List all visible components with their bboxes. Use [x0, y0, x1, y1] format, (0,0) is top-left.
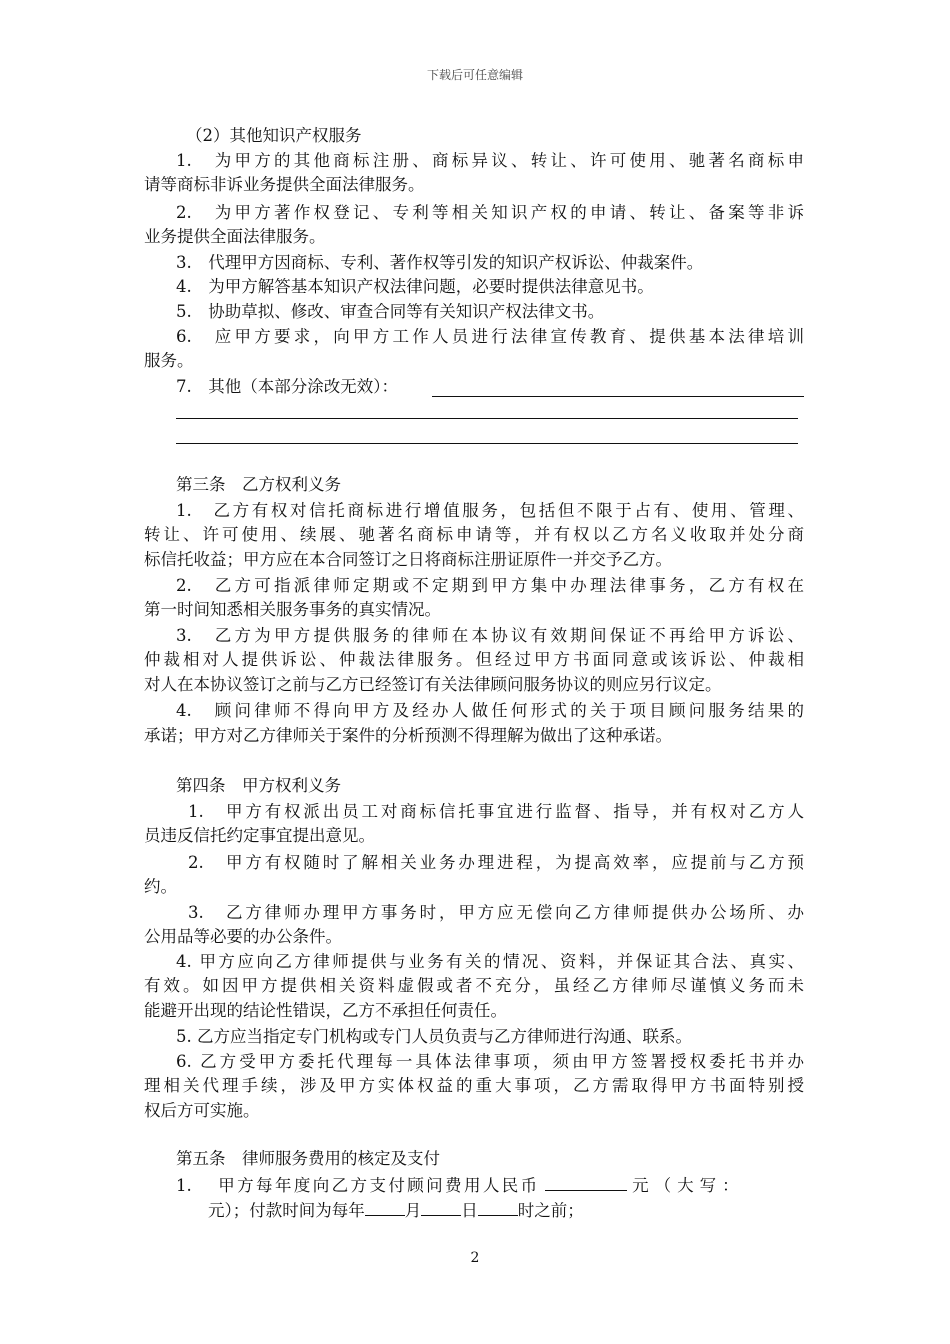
- clause-text: 能避开出现的结论性错误，乙方不承担任何责任。: [144, 1001, 507, 1020]
- fee-clause-line1: [176, 1172, 745, 1198]
- blank-fill-line: [176, 418, 798, 419]
- clause-text: 5. 协助草拟、修改、审查合同等有关知识产权法律文书。: [176, 302, 605, 321]
- clause-text: 3. 乙方律师办理甲方事务时，甲方应无偿向乙方律师提供办公场所、办: [188, 903, 804, 922]
- fee-clause-line2: [208, 1197, 584, 1223]
- clause-text: 对人在本协议签订之前与乙方已经签订有关法律顾问服务协议的则应另行议定。: [144, 675, 722, 694]
- month-blank: [365, 1197, 405, 1216]
- clause-text: 承诺；甲方对乙方律师关于案件的分析预测不得理解为做出了这种承诺。: [144, 726, 672, 745]
- clause-text: 5. 乙方应当指定专门机构或专门人员负责与乙方律师进行沟通、联系。: [176, 1027, 692, 1046]
- page-header-note: 下载后可任意编辑: [426, 68, 523, 82]
- clause-text: 1. 甲方有权派出员工对商标信托事宜进行监督、指导，并有权对乙方人: [188, 802, 804, 821]
- clause-text: 公用品等必要的办公条件。: [144, 927, 342, 946]
- blank-fill-line: [176, 443, 798, 444]
- article-title: 第三条 乙方权利义务: [176, 475, 341, 494]
- clause-text: 3. 乙方为甲方提供服务的律师在本协议有效期间保证不再给甲方诉讼、: [176, 626, 804, 645]
- article-title: 第五条 律师服务费用的核定及支付: [176, 1149, 440, 1168]
- clause-text: 3. 代理甲方因商标、专利、著作权等引发的知识产权诉讼、仲裁案件。: [176, 253, 704, 272]
- section-title: （2）其他知识产权服务: [186, 126, 362, 145]
- clause-text: 元）；付款时间为每年: [208, 1201, 365, 1220]
- clause-text: 服务。: [144, 351, 194, 370]
- clause-text: 6. 应甲方要求，向甲方工作人员进行法律宣传教育、提供基本法律培训: [176, 327, 804, 346]
- clause-text: 第一时间知悉相关服务事务的真实情况。: [144, 600, 441, 619]
- clause-text: 理相关代理手续，涉及甲方实体权益的重大事项，乙方需取得甲方书面特别授: [144, 1076, 804, 1095]
- clause-text: 1. 为甲方的其他商标注册、商标异议、转让、许可使用、驰著名商标申: [176, 151, 804, 170]
- clause-text: 元（大写：: [632, 1176, 745, 1195]
- clause-text: 1. 乙方有权对信托商标进行增值服务，包括但不限于占有、使用、管理、: [176, 501, 804, 520]
- clause-number: 1.: [176, 1176, 192, 1195]
- clause-text: 2. 为甲方著作权登记、专利等相关知识产权的申请、转让、备案等非诉: [176, 203, 804, 222]
- clause-text: 甲方每年度向乙方支付顾问费用人民币: [218, 1176, 540, 1195]
- clause-text: 员违反信托约定事宜提出意见。: [144, 826, 375, 845]
- clause-text: 请等商标非诉业务提供全面法律服务。: [144, 175, 425, 194]
- clause-text: 约。: [144, 877, 177, 896]
- blank-fill-line: [432, 396, 804, 397]
- hour-blank: [478, 1197, 518, 1216]
- clause-text: 7. 其他（本部分涂改无效）：: [176, 377, 398, 396]
- clause-text: 日: [461, 1201, 478, 1220]
- clause-text: 业务提供全面法律服务。: [144, 227, 326, 246]
- clause-text: 月: [404, 1201, 422, 1220]
- clause-text: 权后方可实施。: [144, 1101, 260, 1120]
- clause-text: 4. 甲方应向乙方律师提供与业务有关的情况、资料，并保证其合法、真实、: [176, 952, 804, 971]
- clause-text: 时之前；: [517, 1201, 584, 1220]
- clause-text: 4. 为甲方解答基本知识产权法律问题，必要时提供法律意见书。: [176, 277, 654, 296]
- amount-blank: [545, 1172, 627, 1191]
- article-title: 第四条 甲方权利义务: [176, 776, 341, 795]
- clause-text: 4. 顾问律师不得向甲方及经办人做任何形式的关于项目顾问服务结果的: [176, 701, 804, 720]
- clause-text: 仲裁相对人提供诉讼、仲裁法律服务。但经过甲方书面同意或该诉讼、仲裁相: [144, 650, 804, 669]
- clause-text: 转让、许可使用、续展、驰著名商标申请等，并有权以乙方名义收取并处分商: [144, 525, 804, 544]
- clause-text: 2. 甲方有权随时了解相关业务办理进程，为提高效率，应提前与乙方预: [188, 853, 804, 872]
- clause-text: 标信托收益；甲方应在本合同签订之日将商标注册证原件一并交予乙方。: [144, 550, 672, 569]
- page-number: 2: [470, 1250, 480, 1266]
- clause-text: 有效。如因甲方提供相关资料虚假或者不充分，虽经乙方律师尽谨慎义务而未: [144, 976, 804, 995]
- clause-text: 6. 乙方受甲方委托代理每一具体法律事项，须由甲方签署授权委托书并办: [176, 1052, 804, 1071]
- clause-text: 2. 乙方可指派律师定期或不定期到甲方集中办理法律事务，乙方有权在: [176, 576, 804, 595]
- day-blank: [421, 1197, 461, 1216]
